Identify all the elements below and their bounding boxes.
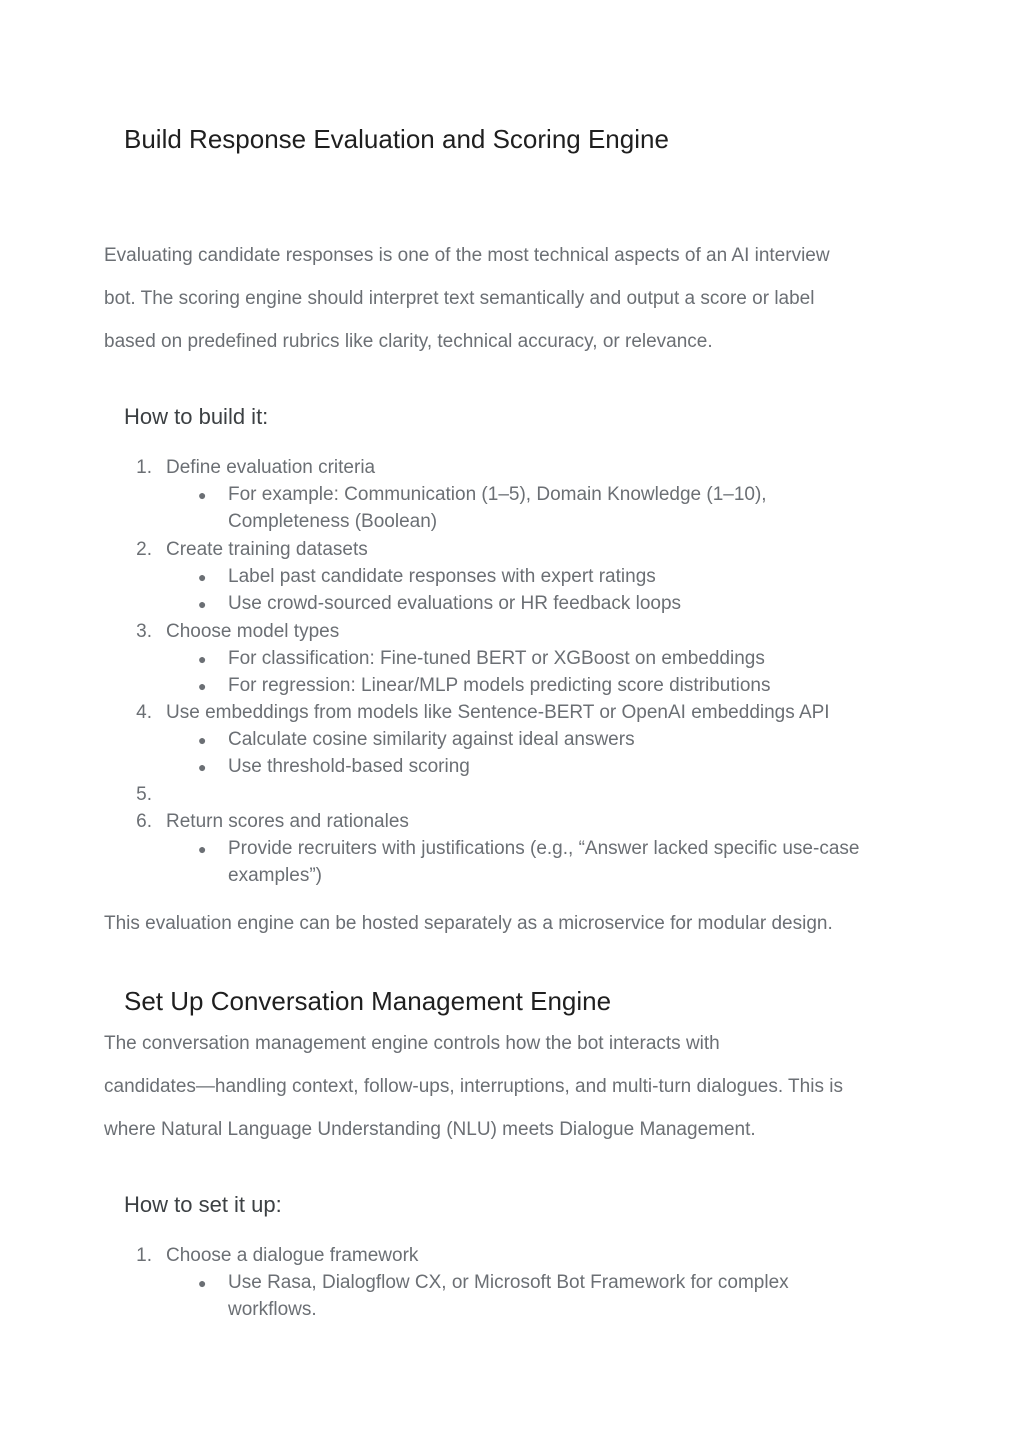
list-subitem: Use threshold-based scoring (228, 756, 470, 777)
list-subitem: For classification: Fine-tuned BERT or XGBoost on embeddings (228, 648, 765, 669)
list-subitem-continued: examples”) (228, 865, 322, 886)
list-subitem: For regression: Linear/MLP models predicting score distributions (228, 675, 771, 696)
bullet-icon: ● (198, 841, 207, 857)
list-number: 2. (136, 539, 152, 560)
bullet-icon: ● (198, 1275, 207, 1291)
list-item: Use embeddings from models like Sentence-BERT or OpenAI embeddings API (166, 702, 830, 723)
section-title: Build Response Evaluation and Scoring Engine (124, 124, 669, 154)
list-item: Create training datasets (166, 539, 368, 560)
list-number: 1. (136, 457, 152, 478)
list-item: Define evaluation criteria (166, 457, 376, 478)
bullet-icon: ● (198, 678, 207, 694)
list-subitem-continued: Completeness (Boolean) (228, 511, 438, 532)
list-subitem: Use Rasa, Dialogflow CX, or Microsoft Bot Framework for complex (228, 1272, 789, 1293)
list-number: 6. (136, 811, 152, 832)
list-subitem: Calculate cosine similarity against ideal answers (228, 729, 635, 750)
bullet-icon: ● (198, 487, 207, 503)
list-number: 3. (136, 621, 152, 642)
intro-line: bot. The scoring engine should interpret text semantically and output a score or label (104, 288, 815, 309)
subheading: How to build it: (124, 404, 269, 429)
intro-line: Evaluating candidate responses is one of the most technical aspects of an AI interview (104, 245, 830, 266)
subheading: How to set it up: (124, 1192, 282, 1217)
list-item: Choose model types (166, 621, 340, 642)
intro-line: where Natural Language Understanding (NLU) meets Dialogue Management. (104, 1119, 756, 1140)
list-number: 5. (136, 784, 152, 805)
list-subitem: For example: Communication (1–5), Domain Knowledge (1–10), (228, 484, 767, 505)
intro-line: based on predefined rubrics like clarity, technical accuracy, or relevance. (104, 331, 713, 352)
section-title: Set Up Conversation Management Engine (124, 986, 612, 1016)
intro-line: The conversation management engine controls how the bot interacts with (104, 1033, 720, 1054)
intro-line: candidates—handling context, follow-ups, interruptions, and multi-turn dialogues. This is (104, 1076, 843, 1097)
bullet-icon: ● (198, 732, 207, 748)
bullet-icon: ● (198, 759, 207, 775)
bullet-icon: ● (198, 569, 207, 585)
bullet-icon: ● (198, 651, 207, 667)
list-subitem: Label past candidate responses with expert ratings (228, 566, 656, 587)
closing-paragraph: This evaluation engine can be hosted separately as a microservice for modular design. (104, 913, 833, 934)
bullet-icon: ● (198, 596, 207, 612)
list-subitem: Use crowd-sourced evaluations or HR feedback loops (228, 593, 682, 614)
list-subitem: Provide recruiters with justifications (e.g., “Answer lacked specific use-case (228, 838, 860, 859)
list-number: 4. (136, 702, 152, 723)
list-item: Return scores and rationales (166, 811, 409, 832)
list-number: 1. (136, 1245, 152, 1266)
list-item: Choose a dialogue framework (166, 1245, 419, 1266)
list-subitem-continued: workflows. (228, 1299, 317, 1320)
